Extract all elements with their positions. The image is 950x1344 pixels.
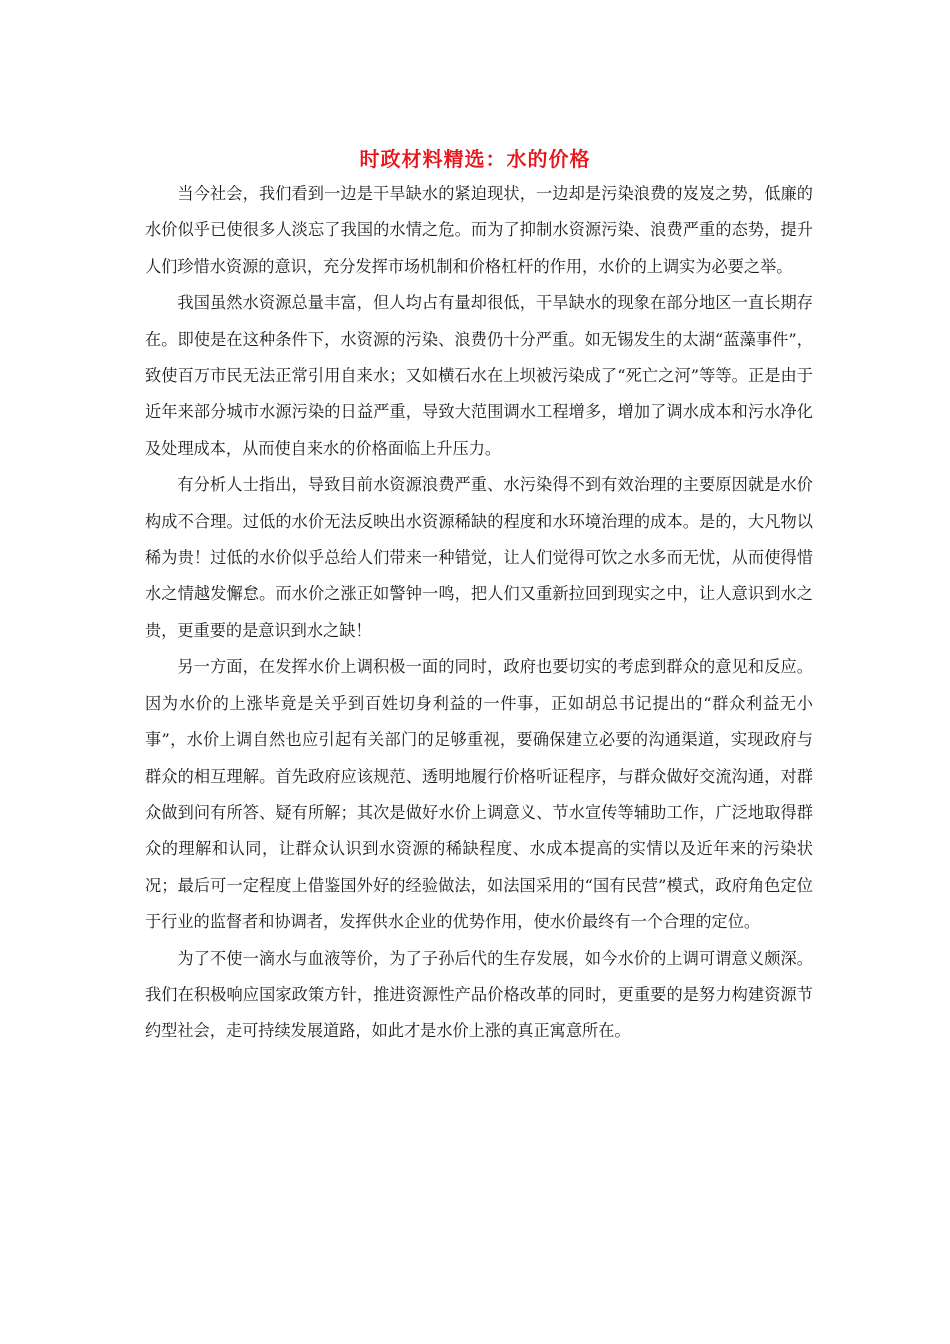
document-title: 时政材料精选：水的价格: [359, 147, 591, 171]
paragraph-3: 有分析人士指出，导致目前水资源浪费严重、水污染得不到有效治理的主要原因就是水价构成不合理。过低的水价无法反映出水资源稀缺的程度和水环境治理的成本。是的，大凡物以稀为贵！过低的水价似乎总给人们带来一种错觉，让人们觉得可饮之水多而无忧，从而使得惜水之情越发懈怠。而水价之涨正如警钟一鸣，把人们又重新拉回到现实之中，让人意识到水之贵，更重要的是意识到水之缺！: [145, 475, 813, 640]
paragraph-4: 另一方面，在发挥水价上调积极一面的同时，政府也要切实的考虑到群众的意见和反应。因为水价的上涨毕竟是关乎到百姓切身利益的一件事，正如胡总书记提出的“群众利益无小事”，水价上调自然也应引起有关部门的足够重视，要确保建立必要的沟通渠道，实现政府与群众的相互理解。首先政府应该规范、透明地履行价格听证程序，与群众做好交流沟通，对群众做到问有所答、疑有所解；其次是做好水价上调意义、节水宣传等辅助工作，广泛地取得群众的理解和认同，让群众认识到水资源的稀缺程度、水成本提高的实情以及近年来的污染状况；最后可一定程度上借鉴国外好的经验做法，如法国采用的“国有民营”模式，政府角色定位于行业的监督者和协调者，发挥供水企业的优势作用，使水价最终有一个合理的定位。: [145, 657, 813, 932]
paragraph-2: 我国虽然水资源总量丰富，但人均占有量却很低，干旱缺水的现象在部分地区一直长期存在。即使是在这种条件下，水资源的污染、浪费仍十分严重。如无锡发生的太湖“蓝藻事件”，致使百万市民无法正常引用自来水；又如横石水在上坝被污染成了“死亡之河”等等。正是由于近年来部分城市水源污染的日益严重，导致大范围调水工程增多，增加了调水成本和污水净化及处理成本，从而使自来水的价格面临上升压力。: [145, 293, 813, 458]
paragraph-5: 为了不使一滴水与血液等价，为了子孙后代的生存发展，如今水价的上调可谓意义颇深。我们在积极响应国家政策方针，推进资源性产品价格改革的同时，更重要的是努力构建资源节约型社会，走可持续发展道路，如此才是水价上涨的真正寓意所在。: [145, 948, 813, 1041]
document-body: [145, 176, 813, 1050]
paragraph-1: 当今社会，我们看到一边是干旱缺水的紧迫现状，一边却是污染浪费的岌岌之势，低廉的水价似乎已使很多人淡忘了我国的水情之危。而为了抑制水资源污染、浪费严重的态势，提升人们珍惜水资源的意识，充分发挥市场机制和价格杠杆的作用，水价的上调实为必要之举。: [145, 184, 813, 276]
